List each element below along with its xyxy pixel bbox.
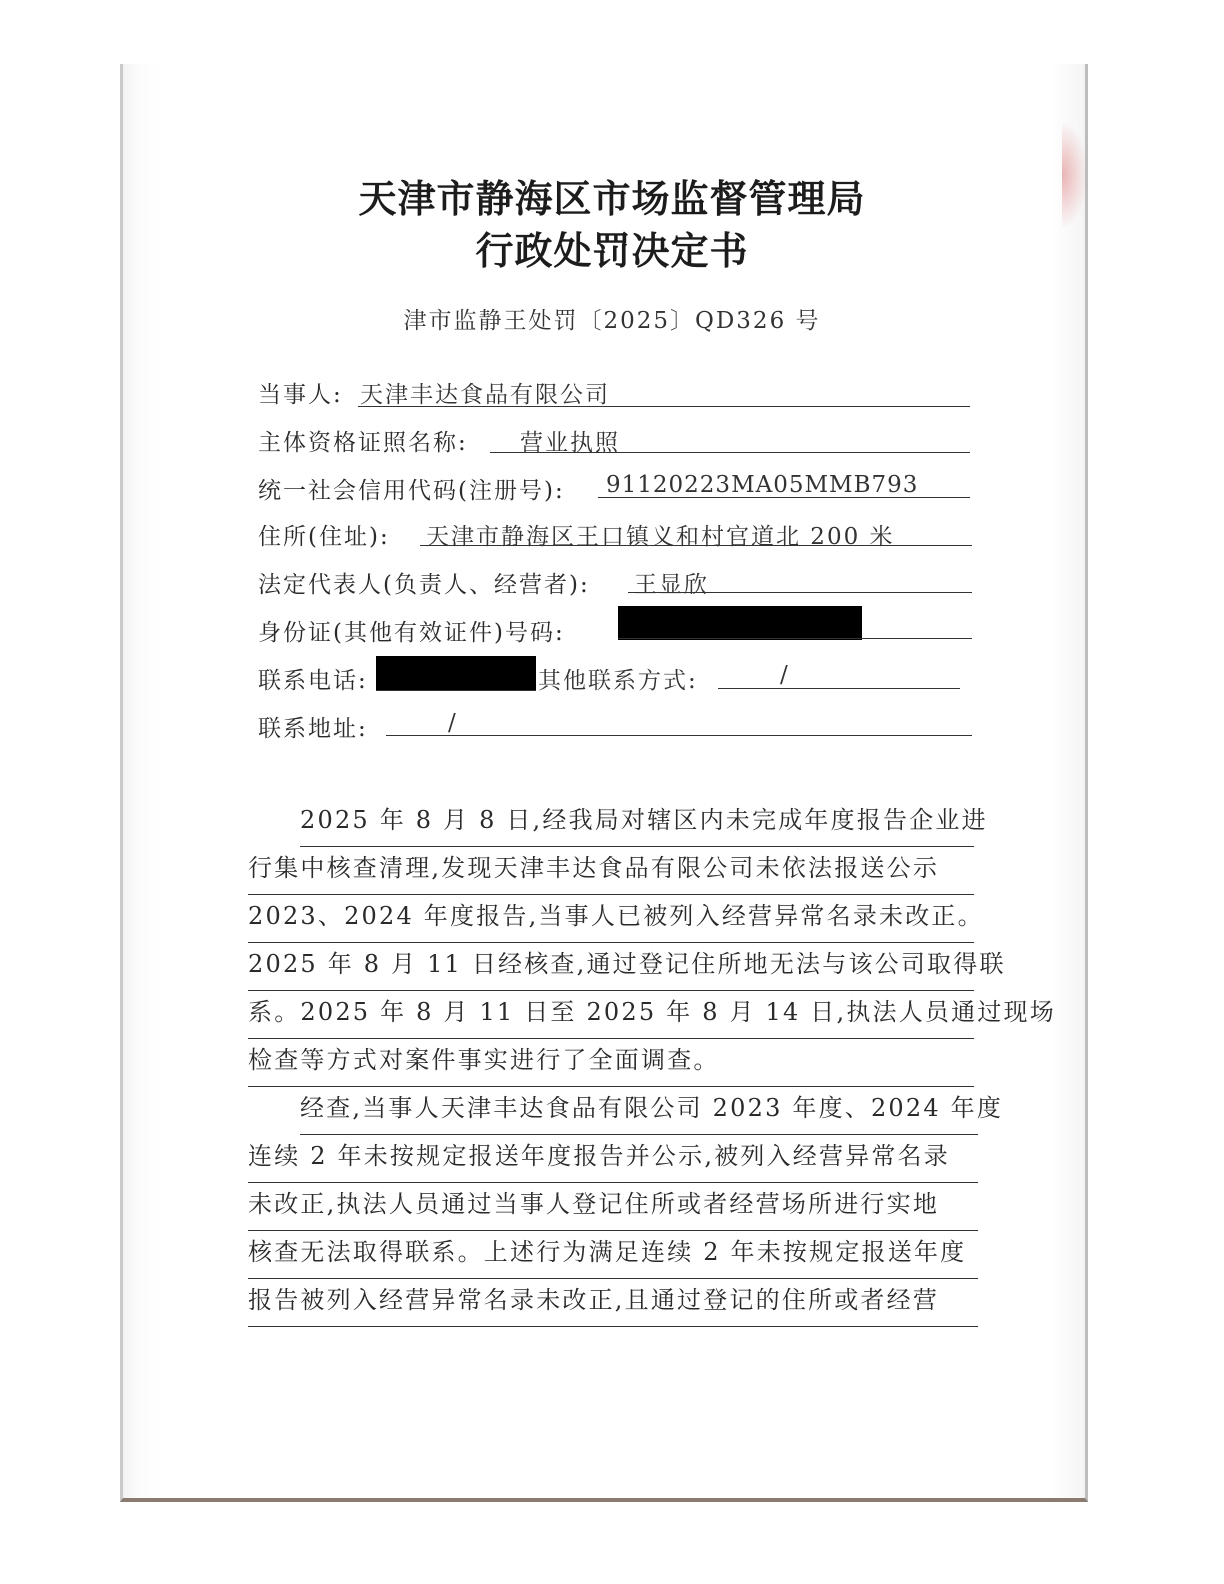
paragraph-line: 经查,当事人天津丰达食品有限公司 2023 年度、2024 年度 <box>300 1088 978 1135</box>
address-value: 天津市静海区王口镇义和村官道北 200 米 <box>426 524 895 550</box>
credit-code-value: 91120223MA05MMB793 <box>606 472 919 498</box>
contact-address-label: 联系地址: <box>258 716 368 742</box>
credit-code-label: 统一社会信用代码(注册号): <box>258 478 565 504</box>
cert-value: 营业执照 <box>520 430 620 456</box>
other-contact-label: 其他联系方式: <box>538 668 698 694</box>
paragraph-line: 检查等方式对案件事实进行了全面调查。 <box>248 1040 974 1087</box>
contact-address-underline <box>386 735 972 736</box>
paragraph-line: 行集中核查清理,发现天津丰达食品有限公司未依法报送公示 <box>248 848 974 895</box>
id-number-label: 身份证(其他有效证件)号码: <box>258 620 565 646</box>
paragraph-line: 连续 2 年未按规定报送年度报告并公示,被列入经营异常名录 <box>248 1136 978 1183</box>
legal-rep-label: 法定代表人(负责人、经营者): <box>258 572 590 598</box>
id-number-underline <box>618 638 972 639</box>
paragraph-1 <box>248 800 1056 1090</box>
id-number-redaction <box>618 606 862 640</box>
contact-address-value: / <box>448 710 458 736</box>
document-type-title: 行政处罚决定书 <box>475 228 749 273</box>
paragraph-2 <box>248 1088 1004 1332</box>
credit-code-underline <box>598 497 970 498</box>
legal-rep-underline <box>628 592 972 593</box>
paragraph-line: 核查无法取得联系。上述行为满足连续 2 年未按规定报送年度 <box>248 1232 978 1279</box>
paragraph-line: 2023、2024 年度报告,当事人已被列入经营异常名录未改正。 <box>248 896 974 943</box>
other-contact-value: / <box>780 662 790 688</box>
paragraph-line: 报告被列入经营异常名录未改正,且通过登记的住所或者经营 <box>248 1280 978 1327</box>
phone-label: 联系电话: <box>258 668 368 694</box>
phone-redaction <box>376 656 536 690</box>
document-number: 津市监静王处罚〔2025〕QD326 号 <box>403 308 821 334</box>
paragraph-line: 系。2025 年 8 月 11 日至 2025 年 8 月 14 日,执法人员通过现场 <box>248 992 974 1039</box>
party-value: 天津丰达食品有限公司 <box>360 382 610 408</box>
phone-underline <box>376 690 536 691</box>
agency-title: 天津市静海区市场监督管理局 <box>358 176 866 221</box>
legal-rep-value: 王显欣 <box>634 572 709 598</box>
cert-label: 主体资格证照名称: <box>258 430 468 456</box>
party-label: 当事人: <box>258 382 343 408</box>
paragraph-line: 2025 年 8 月 8 日,经我局对辖区内未完成年度报告企业进 <box>300 800 974 847</box>
paragraph-line: 2025 年 8 月 11 日经核查,通过登记住所地无法与该公司取得联 <box>248 944 974 991</box>
other-contact-underline <box>718 688 960 689</box>
address-label: 住所(住址): <box>258 524 390 550</box>
address-underline <box>420 545 972 546</box>
paragraph-line: 未改正,执法人员通过当事人登记住所或者经营场所进行实地 <box>248 1184 978 1231</box>
party-underline <box>358 406 970 407</box>
cert-underline <box>490 452 970 453</box>
